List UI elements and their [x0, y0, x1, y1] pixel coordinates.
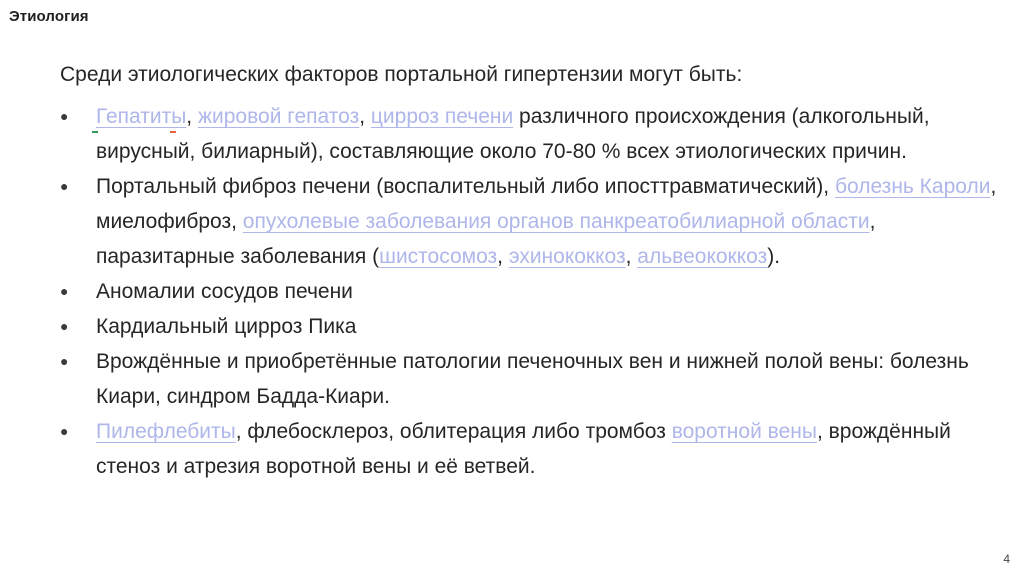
- bullet-text: , флебосклероз, облитерация либо тромбоз: [235, 420, 672, 443]
- hyperlink[interactable]: жировой гепатоз: [197, 105, 360, 128]
- bullet-text: различного происхождения (алкогольный, вирусный, билиарный), составляющие около 70-80 % всех этиологических причин.: [96, 105, 930, 163]
- edit-mark-icon: [170, 131, 176, 133]
- hyperlink[interactable]: шистосомоз: [379, 245, 498, 268]
- bullet-item: [60, 344, 1000, 414]
- bullet-item: [60, 274, 1000, 309]
- bullet-dot-icon: ●: [60, 423, 69, 439]
- hyperlink[interactable]: эхинококкоз: [508, 245, 626, 268]
- bullet-text: ,: [359, 105, 371, 128]
- hyperlink[interactable]: Гепатиты: [96, 105, 187, 128]
- page-number: 4: [1003, 552, 1010, 566]
- bullet-text: ,: [625, 245, 638, 268]
- hyperlink[interactable]: воротной вены: [671, 420, 817, 443]
- bullet-text: ,: [497, 245, 509, 268]
- bullet-item: [60, 309, 1000, 344]
- intro-text: Среди этиологических факторов портальной гипертензии могут быть:: [60, 63, 743, 86]
- bullet-list: [60, 99, 1000, 484]
- bullet-dot-icon: ●: [60, 178, 69, 194]
- hyperlink[interactable]: альвеококкоз: [637, 245, 768, 268]
- bullet-text: , врождённый стеноз и атрезия воротной вены и её ветвей.: [96, 420, 951, 478]
- bullet-item: [60, 99, 1000, 169]
- bullet-dot-icon: ●: [60, 283, 69, 299]
- bullet-text: , миелофиброз,: [96, 175, 997, 233]
- bullet-dot-icon: ●: [60, 318, 69, 334]
- bullet-text: ,: [186, 105, 198, 128]
- bullet-dot-icon: ●: [60, 353, 69, 369]
- bullet-text: Портальный фиброз печени (воспалительный либо ипосттравматический),: [96, 175, 835, 198]
- bullet-item: [60, 169, 1000, 274]
- hyperlink[interactable]: опухолевые заболевания органов панкреатобилиарной области: [242, 210, 870, 233]
- hyperlink[interactable]: Пилефлебиты: [96, 420, 236, 443]
- bullet-text: , паразитарные заболевания (: [96, 210, 876, 268]
- bullet-text: Кардиальный цирроз Пика: [96, 315, 357, 338]
- hyperlink[interactable]: цирроз печени: [370, 105, 514, 128]
- bullet-text: Врождённые и приобретённые патологии печеночных вен и нижней полой вены: болезнь Киари, синдром Бадда-Киари.: [96, 350, 969, 408]
- bullet-dot-icon: ●: [60, 108, 69, 124]
- edit-mark-icon: [92, 131, 98, 133]
- bullet-text: Аномалии сосудов печени: [96, 280, 353, 303]
- hyperlink[interactable]: болезнь Кароли: [834, 175, 991, 198]
- bullet-item: [60, 414, 1000, 484]
- slide-title: Этиология: [9, 8, 89, 25]
- bullet-text: ).: [767, 245, 781, 268]
